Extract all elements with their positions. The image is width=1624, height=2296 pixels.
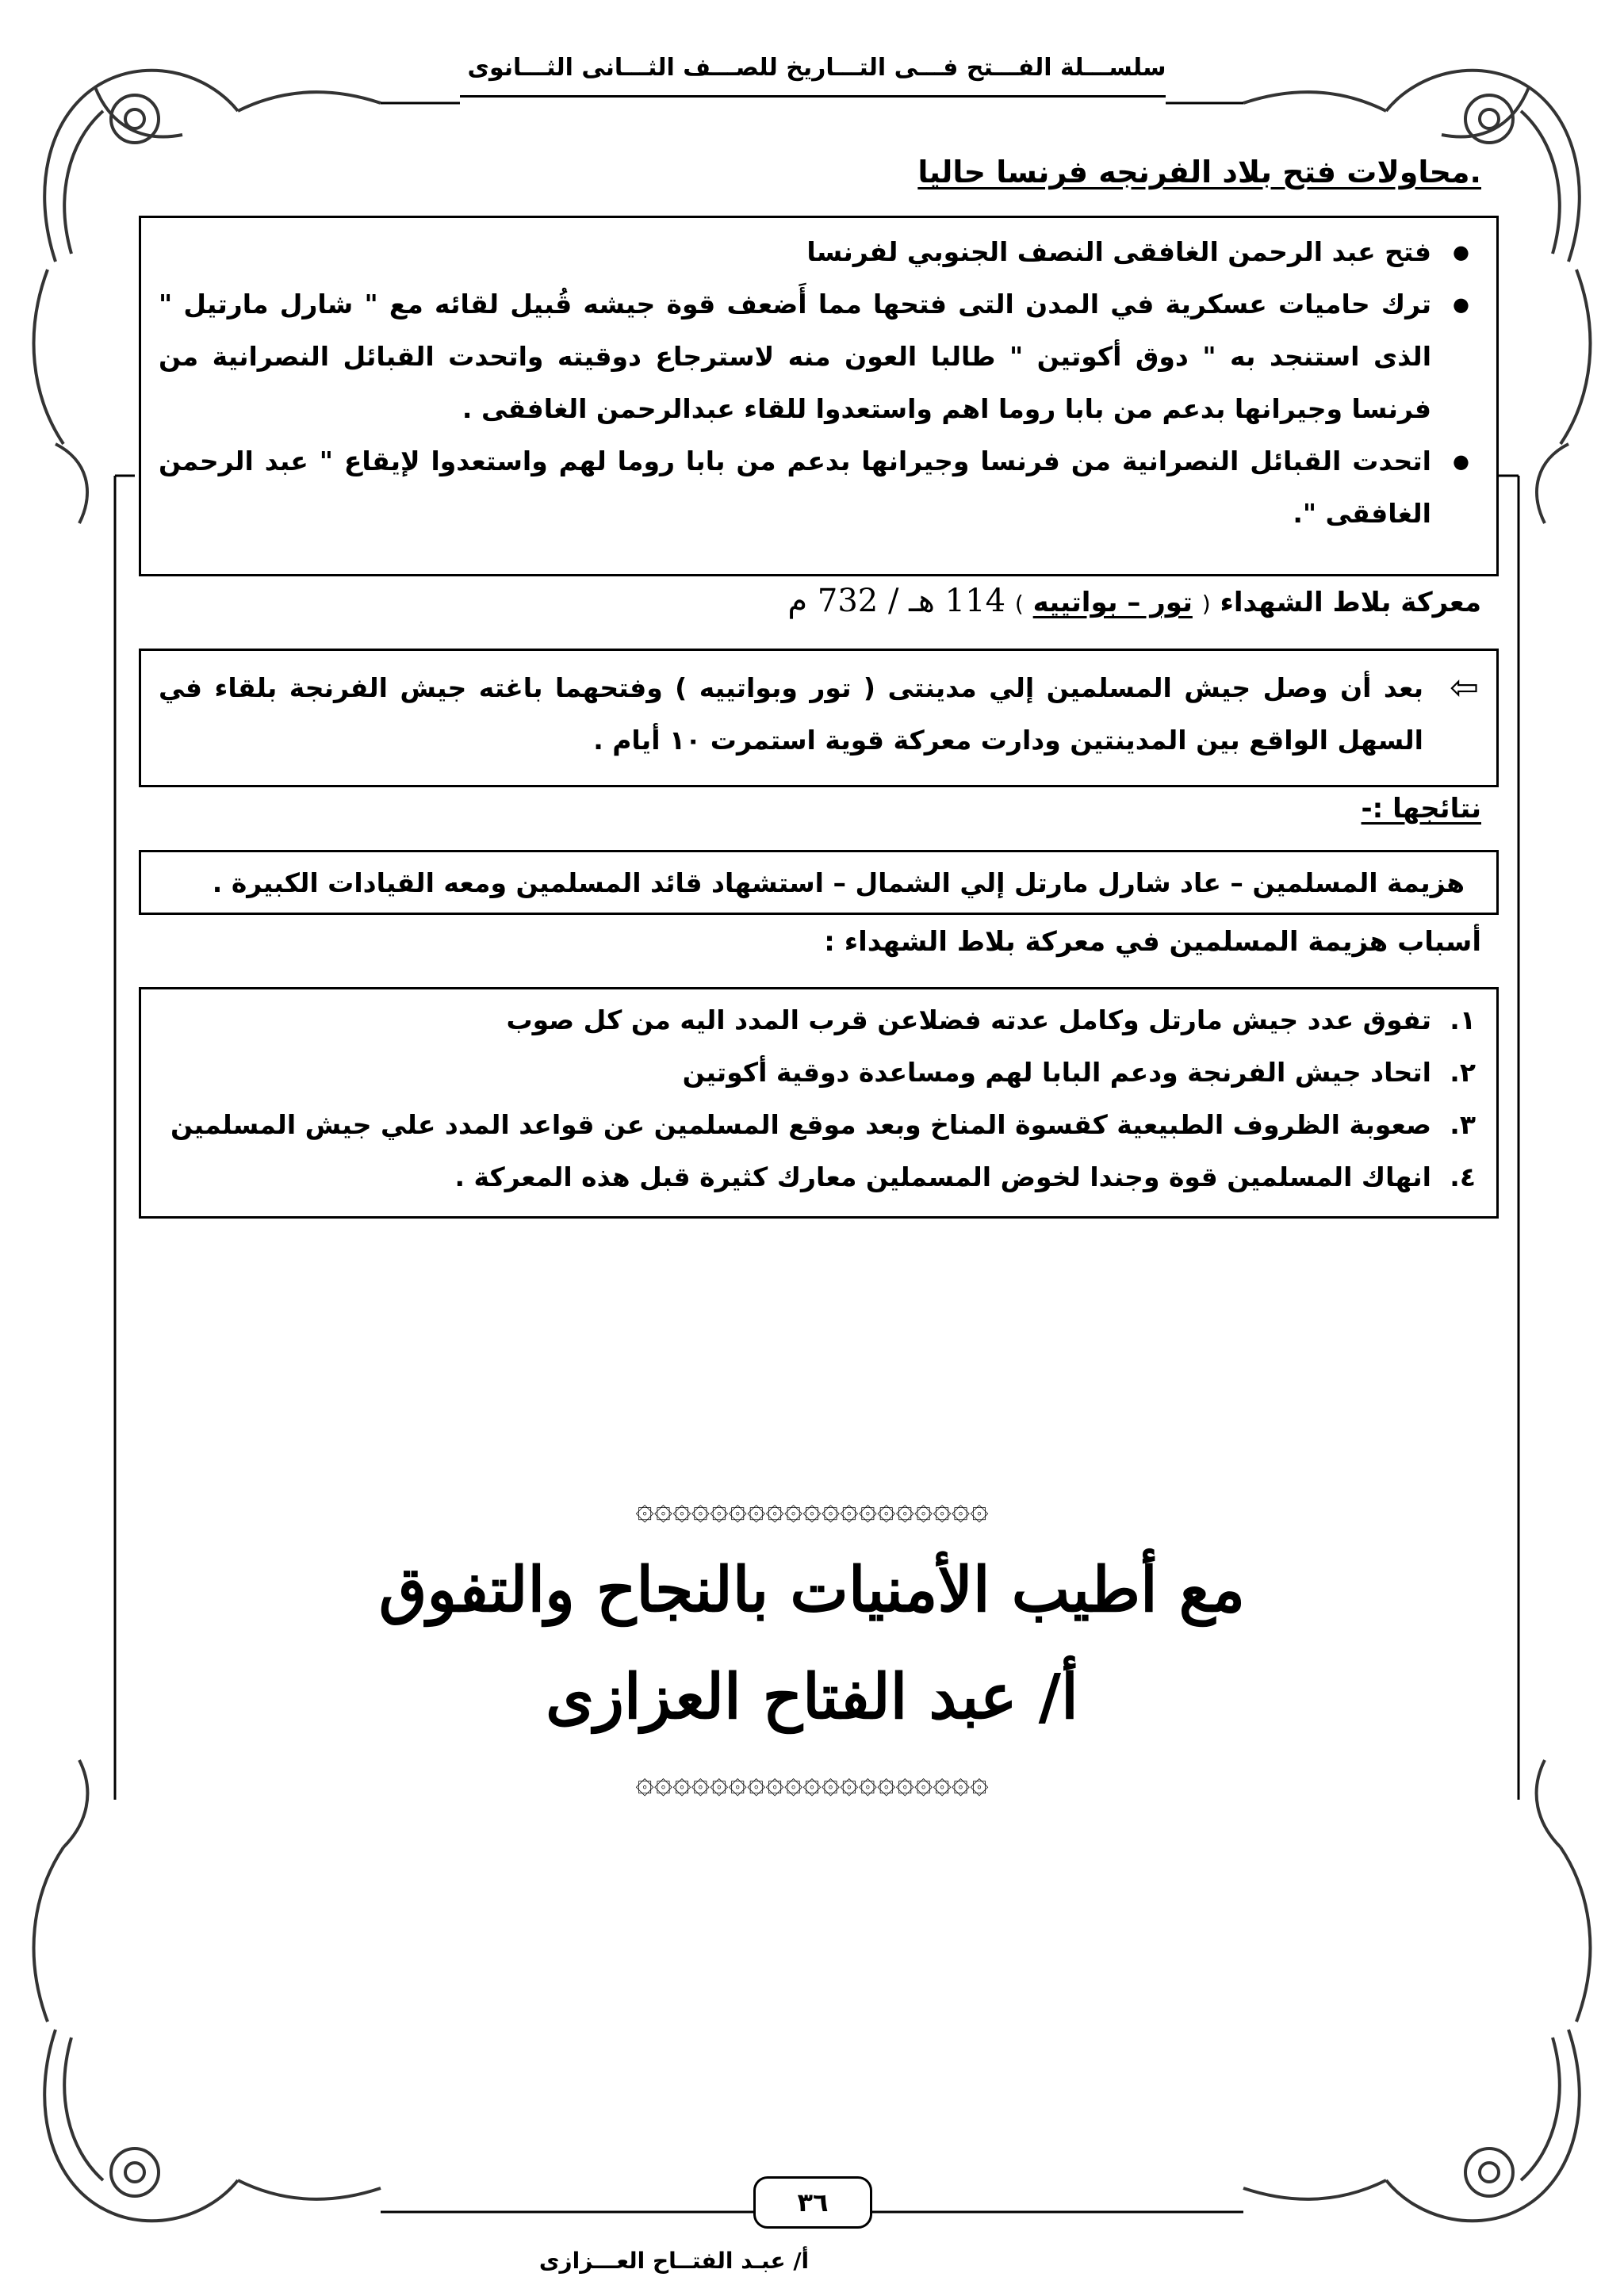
bullet-item: ● اتحدت القبائل النصرانية من فرنسا وجيرانها بدعم من بابا روما لهم واستعدوا لإيقاع " عبد الرحمن الغافقى ". <box>159 435 1479 540</box>
frankish-attempts-box <box>139 216 1499 576</box>
battle-title <box>787 583 1481 619</box>
reason-number: ٣. <box>1450 1109 1476 1140</box>
reason-number: ٢. <box>1450 1057 1476 1088</box>
series-title: سلســـلة الفـــتح فـــى التـــاريخ للصـــف الثـــانى الثـــانوى <box>467 54 1166 82</box>
reasons-box <box>139 987 1499 1219</box>
decorative-stars-top: ۞۞۞۞۞۞۞۞۞۞۞۞۞۞۞۞۞۞۞ <box>635 1490 989 1527</box>
reason-item <box>159 1047 1479 1099</box>
results-text: هزيمة المسلمين – عاد شارل مارتل إلي الشمال – استشهاد قائد المسلمين ومعه القيادات الكبيرة . <box>212 867 1465 898</box>
reason-text: صعوبة الظروف الطبيعية كقسوة المناخ وبعد موقع المسلمين عن قواعد المدد علي جيش المسلمين <box>170 1109 1431 1140</box>
battle-title-paren-close: ) <box>1014 591 1024 617</box>
footer-author: أ/ عبـد الفتــاح العـــزازى <box>538 2248 810 2274</box>
reason-number: ٤. <box>1450 1161 1476 1192</box>
reason-text: اتحاد جيش الفرنجة ودعم البابا لهم ومساعدة دوقية أكوتين <box>682 1057 1431 1088</box>
battle-title-paren-open: ( <box>1201 591 1211 617</box>
header-rule <box>460 95 1166 98</box>
results-box <box>139 850 1499 915</box>
reason-item <box>159 1151 1479 1203</box>
battle-description: بعد أن وصل جيش المسلمين إلي مدينتى ( تور وبواتييه ) وفتحهما باغته جيش الفرنجة بلقاء في السهل الواقع بين المدينتين ودارت معركة قوية استمرت ١٠ أيام . <box>159 672 1423 756</box>
battle-description-box <box>139 649 1499 787</box>
battle-title-places: تور – بواتييه <box>1032 587 1193 618</box>
battle-title-main: معركة بلاط الشهداء <box>1220 587 1481 618</box>
reason-text: انهاك المسلمين قوة وجندا لخوض المسملين معارك كثيرة قبل هذه المعركة . <box>454 1161 1431 1192</box>
reasons-title: أسباب هزيمة المسلمين في معركة بلاط الشهداء : <box>824 926 1481 958</box>
battle-title-date: 114 هـ / 732 م <box>787 583 1006 619</box>
reason-item <box>159 1099 1479 1151</box>
section-title-frankish-attempts: .محاولات فتح بلاد الفرنجه فرنسا حاليا <box>917 155 1481 189</box>
closing-wish: مع أطيب الأمنيات بالنجاح والتفوق <box>378 1554 1246 1626</box>
closing-author: أ/ عبد الفتاح العزازى <box>546 1661 1078 1733</box>
results-title: نتائجها :- <box>1361 793 1481 825</box>
page-number: ٣٦ <box>753 2176 872 2229</box>
reason-item <box>159 994 1479 1047</box>
arrow-icon: ⇦ <box>1450 668 1479 708</box>
bullet-item: ● ترك حاميات عسكرية في المدن التى فتحها مما أَضعف قوة جيشه قُبيل لقائه مع " شارل مارتيل " الذى استنجد به " دوق أكوتين " طالبا العون منه لاسترجاع دوقيته واتحدت القبائل النصرانية من فرنسا وجيرانها بدعم من بابا روما اهم واستعدوا للقاء عبدالرحمن الغافقى . <box>159 278 1479 435</box>
reason-number: ١. <box>1450 1004 1476 1035</box>
bullet-item: ● فتح عبد الرحمن الغافقى النصف الجنوبي لفرنسا <box>159 226 1479 278</box>
reason-text: تفوق عدد جيش مارتل وكامل عدته فضلاعن قرب المدد اليه من كل صوب <box>506 1004 1431 1035</box>
decorative-stars-bottom: ۞۞۞۞۞۞۞۞۞۞۞۞۞۞۞۞۞۞۞ <box>635 1764 989 1800</box>
